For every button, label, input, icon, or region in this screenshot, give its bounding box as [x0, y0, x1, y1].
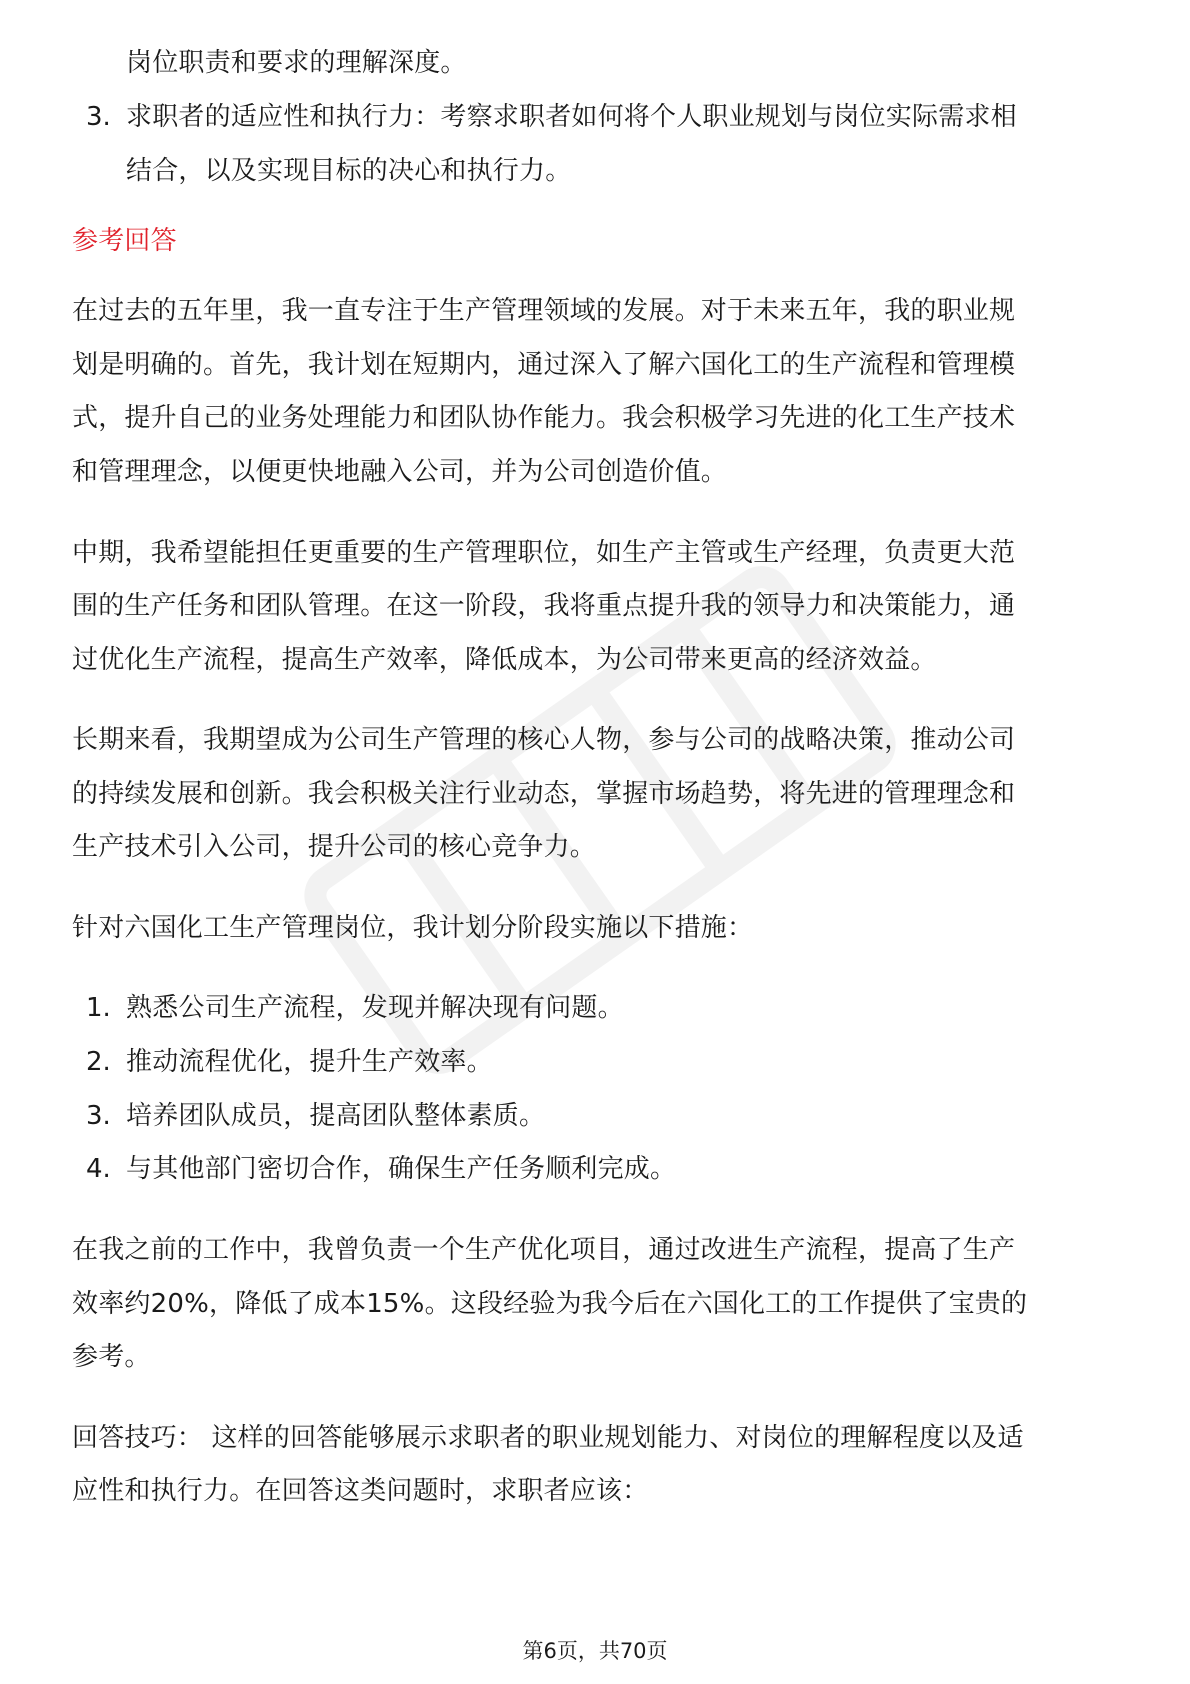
paragraph-line: 应性和执行力。在回答这类问题时，求职者应该： [72, 1476, 649, 1506]
paragraph-line: 回答技巧： 这样的回答能够展示求职者的职业规划能力、对岗位的理解程度以及适 [72, 1423, 1024, 1453]
paragraph-line: 针对六国化工生产管理岗位，我计划分阶段实施以下措施： [72, 913, 754, 943]
paragraph-line: 在我之前的工作中，我曾负责一个生产优化项目，通过改进生产流程，提高了生产 [72, 1235, 1016, 1265]
list-number: 3. [86, 102, 111, 132]
paragraph-line: 围的生产任务和团队管理。在这一阶段，我将重点提升我的领导力和决策能力，通 [72, 591, 1016, 621]
paragraph-line: 中期，我希望能担任更重要的生产管理职位，如生产主管或生产经理，负责更大范 [72, 538, 1016, 568]
measure-number: 1. [86, 993, 111, 1023]
paragraph-line: 和管理理念，以便更快地融入公司，并为公司创造价值。 [72, 457, 728, 487]
paragraph-line: 过优化生产流程，提高生产效率，降低成本，为公司带来更高的经济效益。 [72, 645, 937, 675]
measure-number: 2. [86, 1047, 111, 1077]
paragraph-line: 在过去的五年里，我一直专注于生产管理领域的发展。对于未来五年，我的职业规 [72, 296, 1016, 326]
measure-item: 推动流程优化，提升生产效率。 [126, 1047, 493, 1077]
page-number: 第6页，共70页 [522, 1639, 668, 1663]
paragraph-line: 划是明确的。首先，我计划在短期内，通过深入了解六国化工的生产流程和管理模 [72, 350, 1016, 380]
paragraph-line: 式，提升自己的业务处理能力和团队协作能力。我会积极学习先进的化工生产技术 [72, 403, 1016, 433]
paragraph-line: 长期来看，我期望成为公司生产管理的核心人物，参与公司的战略决策，推动公司 [72, 725, 1016, 755]
paragraph-line: 参考。 [72, 1342, 151, 1372]
section-heading: 参考回答 [72, 226, 177, 256]
measure-number: 4. [86, 1154, 111, 1184]
measure-item: 培养团队成员，提高团队整体素质。 [126, 1101, 546, 1131]
paragraph-line: 效率约20%，降低了成本15%。这段经验为我今后在六国化工的工作提供了宝贵的 [72, 1289, 1028, 1319]
measure-item: 与其他部门密切合作，确保生产任务顺利完成。 [126, 1154, 677, 1184]
paragraph-line: 的持续发展和创新。我会积极关注行业动态，掌握市场趋势，将先进的管理理念和 [72, 779, 1016, 809]
paragraph-line: 生产技术引入公司，提升公司的核心竞争力。 [72, 832, 597, 862]
list-item-continuation: 岗位职责和要求的理解深度。 [126, 48, 467, 78]
list-item-line: 结合，以及实现目标的决心和执行力。 [126, 156, 572, 186]
measure-item: 熟悉公司生产流程，发现并解决现有问题。 [126, 993, 624, 1023]
measure-number: 3. [86, 1101, 111, 1131]
list-item-line: 求职者的适应性和执行力：考察求职者如何将个人职业规划与岗位实际需求相 [126, 102, 1017, 132]
